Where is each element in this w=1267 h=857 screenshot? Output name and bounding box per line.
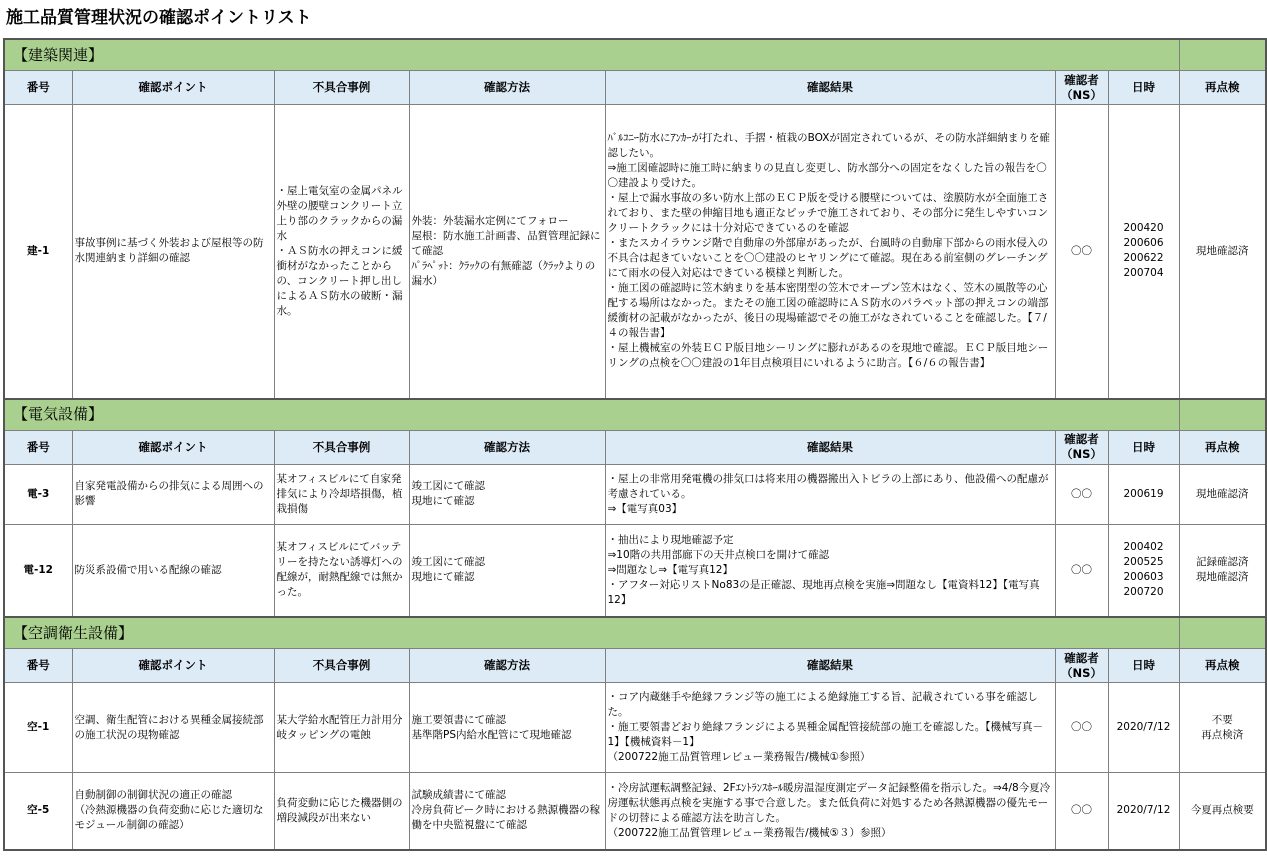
- header-defect: 不具合事例: [274, 430, 409, 464]
- section-row: [4, 39, 1266, 71]
- table-row: [4, 464, 1266, 524]
- defect-cell: 某オフィスビルにてバッテリーを持たない誘導灯への配線が，耐熱配線では無かった。: [274, 524, 409, 617]
- section-row: [4, 617, 1266, 649]
- defect-cell: 某オフィスビルにて自家発排気により冷却塔損傷，植栽損傷: [274, 464, 409, 524]
- recheck-cell: 今夏再点検要: [1179, 773, 1266, 850]
- header-defect: 不具合事例: [274, 71, 409, 105]
- point-cell: 事故事例に基づく外装および屋根等の防水関連納まり詳細の確認: [72, 105, 274, 399]
- header-point: 確認ポイント: [72, 649, 274, 683]
- header-row: [4, 649, 1266, 683]
- no-cell: 空-1: [4, 683, 72, 773]
- header-recheck: 再点検: [1179, 430, 1266, 464]
- defect-cell: 負荷変動に応じた機器側の増段減段が出来ない: [274, 773, 409, 850]
- header-result: 確認結果: [605, 430, 1055, 464]
- header-checker: 確認者 （NS）: [1055, 430, 1108, 464]
- checklist-table: [3, 38, 1267, 851]
- section-title: 【建築関連】: [4, 39, 1179, 71]
- header-checker: 確認者 （NS）: [1055, 71, 1108, 105]
- checker-cell: 〇〇: [1055, 105, 1108, 399]
- header-method: 確認方法: [409, 430, 605, 464]
- page-title: 施工品質管理状況の確認ポイントリスト: [6, 8, 312, 28]
- table-row: [4, 524, 1266, 617]
- defect-cell: 某大学給水配管圧力計用分岐タッピングの電蝕: [274, 683, 409, 773]
- method-cell: 試験成績書にて確認 冷房負荷ピーク時における熱源機器の稼働を中央監視盤にて確認: [409, 773, 605, 850]
- table-row: [4, 683, 1266, 773]
- recheck-cell: 不要 再点検済: [1179, 683, 1266, 773]
- table-row: [4, 773, 1266, 850]
- header-method: 確認方法: [409, 71, 605, 105]
- method-cell: 施工要領書にて確認 基準階PS内給水配管にて現地確認: [409, 683, 605, 773]
- checker-cell: 〇〇: [1055, 773, 1108, 850]
- result-cell: ﾊﾞﾙｺﾆｰ防水にｱﾝｶｰが打たれ、手摺・植栽のBOXが固定されているが、その防水詳細納まりを確認したい。 ⇒施工図確認時に施工時に納まりの見直し変更し、防水部分への固定をなくした旨の報告を〇〇建設より受けた。 ・屋上で漏水事故の多い防水上部のＥＣＰ版を受ける腰壁については、塗膜防水が全面施工されており、また壁の伸縮目地も適正なピッチで施工されており、その部分に発生しやすいコンクリートクラックには十分対応できているのを確認 ・またスカイラウンジ階で自動扉の外部扉があったが、台風時の自動扉下部からの雨水侵入の不具合は起きていないことを〇〇建設のヒヤリングにて確認。現在ある前室側のグレーチングにて雨水の侵入対応はできている模様と判断した。 ・施工図の確認時に笠木納まりを基本密閉型の笠木でオープン笠木はなく、笠木の風散等の心配する場所はなかった。またその施工図の確認時にＡＳ防水のパラペット部の押えコンの端部緩衝材の記載がなかったが、後日の現場確認でその施工がなされていることを確認した。【７/４の報告書】 ・屋上機械室の外装ＥＣＰ版目地シーリングに膨れがあるのを現地で確認。ＥＣＰ版目地シーリングの点検を〇〇建設の1年目点検項目にいれるように助言。【６/６の報告書】: [605, 105, 1055, 399]
- header-point: 確認ポイント: [72, 430, 274, 464]
- header-result: 確認結果: [605, 649, 1055, 683]
- result-cell: ・冷房試運転調整記録、2Fｴﾝﾄﾗﾝｽﾎｰﾙ暖房温湿度測定データ記録整備を指示した。⇒4/8今夏冷房運転状態再点検を実施する事で合意した。また低負荷に対処するため各熱源機器の優先モードの切替による確認方法を助言した。 （200722施工品質管理レビュー業務報告/機械⑤３）参照）: [605, 773, 1055, 850]
- result-cell: ・コア内蔵継手や絶縁フランジ等の施工による絶縁施工する旨、記載されている事を確認した。 ・施工要領書どおり絶縁フランジによる異種金属配管接続部の施工を確認した。【機械写真－1】【機械資料－1】 （200722施工品質管理レビュー業務報告/機械①参照）: [605, 683, 1055, 773]
- point-cell: 自動制御の制御状況の適正の確認 （冷熱源機器の負荷変動に応じた適切なモジュール制御の確認）: [72, 773, 274, 850]
- header-recheck: 再点検: [1179, 649, 1266, 683]
- header-row: [4, 430, 1266, 464]
- header-date: 日時: [1108, 649, 1179, 683]
- checker-cell: 〇〇: [1055, 464, 1108, 524]
- no-cell: 電-3: [4, 464, 72, 524]
- header-checker: 確認者 （NS）: [1055, 649, 1108, 683]
- result-cell: ・屋上の非常用発電機の排気口は将来用の機器搬出入トビラの上部にあり、他設備への配慮が考慮されている。 ⇒【電写真03】: [605, 464, 1055, 524]
- point-cell: 自家発電設備からの排気による周囲への影響: [72, 464, 274, 524]
- no-cell: 電-12: [4, 524, 72, 617]
- header-defect: 不具合事例: [274, 649, 409, 683]
- section-blank-cell: [1179, 399, 1266, 431]
- recheck-cell: 記録確認済 現地確認済: [1179, 524, 1266, 617]
- section-row: [4, 399, 1266, 431]
- defect-cell: ・屋上電気室の金属パネル外壁の腰壁コンクリート立上り部のクラックからの漏水 ・ＡＳ防水の押えコンに緩衝材がなかったことからの、コンクリート押し出しによるＡＳ防水の破断・漏水。: [274, 105, 409, 399]
- no-cell: 建-1: [4, 105, 72, 399]
- method-cell: 竣工図にて確認 現地にて確認: [409, 464, 605, 524]
- recheck-cell: 現地確認済: [1179, 464, 1266, 524]
- section-blank-cell: [1179, 39, 1266, 71]
- section-blank-cell: [1179, 617, 1266, 649]
- header-result: 確認結果: [605, 71, 1055, 105]
- header-no: 番号: [4, 430, 72, 464]
- date-cell: 2020/7/12: [1108, 683, 1179, 773]
- header-date: 日時: [1108, 430, 1179, 464]
- checker-cell: 〇〇: [1055, 524, 1108, 617]
- header-recheck: 再点検: [1179, 71, 1266, 105]
- header-date: 日時: [1108, 71, 1179, 105]
- header-no: 番号: [4, 649, 72, 683]
- header-method: 確認方法: [409, 649, 605, 683]
- date-cell: 200420 200606 200622 200704: [1108, 105, 1179, 399]
- header-point: 確認ポイント: [72, 71, 274, 105]
- result-cell: ・抽出により現地確認予定 ⇒10階の共用部廊下の天井点検口を開けて確認 ⇒問題なし⇒【電写真12】 ・アフター対応リストNo83の是正確認、現地再点検を実施⇒問題なし【電資料12】【電写真12】: [605, 524, 1055, 617]
- point-cell: 防災系設備で用いる配線の確認: [72, 524, 274, 617]
- point-cell: 空調、衛生配管における異種金属接続部の施工状況の現物確認: [72, 683, 274, 773]
- section-title: 【空調衛生設備】: [4, 617, 1179, 649]
- header-row: [4, 71, 1266, 105]
- date-cell: 200619: [1108, 464, 1179, 524]
- table-row: [4, 105, 1266, 399]
- date-cell: 200402 200525 200603 200720: [1108, 524, 1179, 617]
- method-cell: 竣工図にて確認 現地にて確認: [409, 524, 605, 617]
- date-cell: 2020/7/12: [1108, 773, 1179, 850]
- section-title: 【電気設備】: [4, 399, 1179, 431]
- method-cell: 外装：外装漏水定例にてフォロー 屋根：防水施工計画書、品質管理記録にて確認 ﾊﾟﾗﾍﾟｯﾄ：ｸﾗｯｸの有無確認（ｸﾗｯｸよりの漏水）: [409, 105, 605, 399]
- checker-cell: 〇〇: [1055, 683, 1108, 773]
- no-cell: 空-5: [4, 773, 72, 850]
- header-no: 番号: [4, 71, 72, 105]
- recheck-cell: 現地確認済: [1179, 105, 1266, 399]
